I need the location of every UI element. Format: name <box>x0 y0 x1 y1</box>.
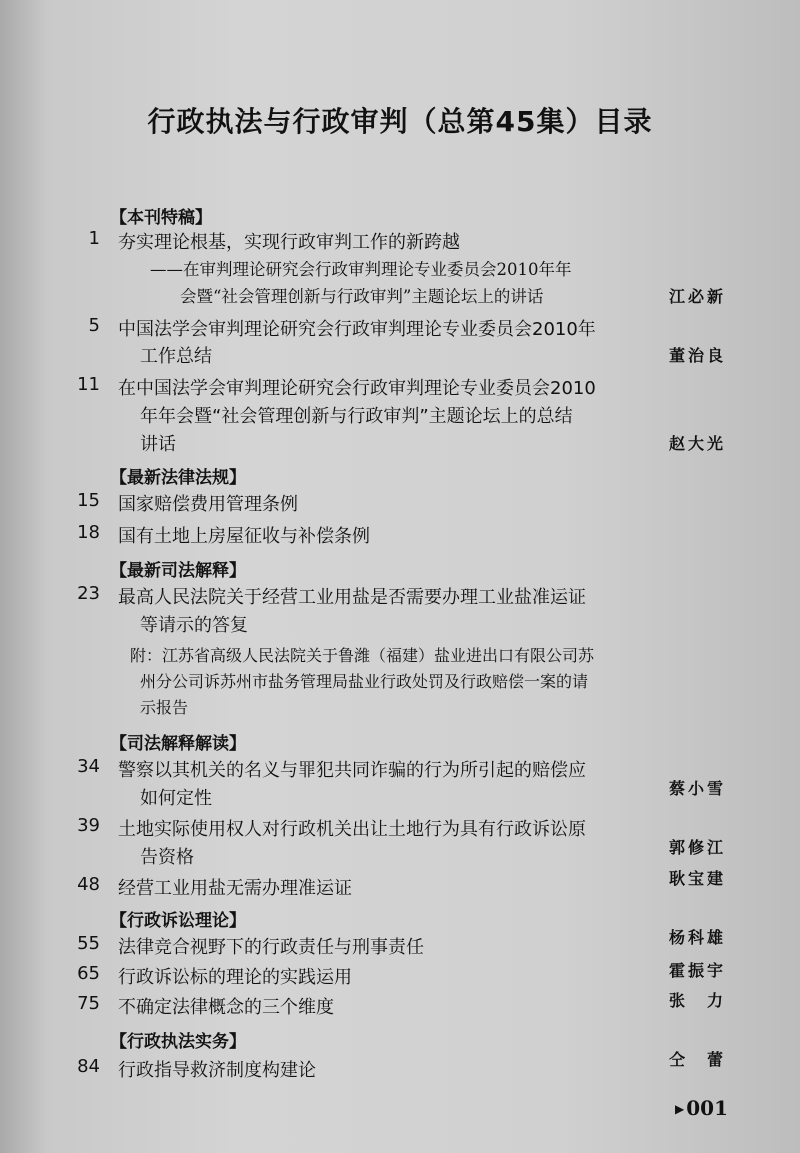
entry-appendix: 州分公司诉苏州市盐务管理局盐业行政处罚及行政赔偿一案的请 <box>140 672 589 691</box>
entry-page-number: 34 <box>77 756 100 777</box>
entry-page-number: 84 <box>77 1056 100 1077</box>
entry-author: 江必新 <box>668 287 726 306</box>
entry-page-number: 1 <box>88 228 100 249</box>
entry-author: 赵大光 <box>668 434 726 453</box>
entry-author: 仝 蕾 <box>668 1050 726 1069</box>
section-heading: 【行政执法实务】 <box>110 1032 246 1052</box>
section-heading: 【本刊特稿】 <box>110 208 212 228</box>
entry-subtitle: ——在审判理论研究会行政审判理论专业委员会2010年年 <box>150 260 572 279</box>
entry-title: 在中国法学会审判理论研究会行政审判理论专业委员会2010 <box>118 378 596 399</box>
entry-title: 如何定性 <box>140 788 212 809</box>
entry-author: 张 力 <box>668 991 726 1010</box>
entry-appendix: 附：江苏省高级人民法院关于鲁潍（福建）盐业进出口有限公司苏 <box>130 646 595 665</box>
entry-title: 土地实际使用权人对行政机关出让土地行为具有行政诉讼原 <box>118 819 586 840</box>
entry-page-number: 55 <box>77 933 100 954</box>
entry-title: 国家赔偿费用管理条例 <box>118 494 298 515</box>
entry-page-number: 65 <box>77 963 100 984</box>
entry-title: 法律竞合视野下的行政责任与刑事责任 <box>118 937 424 958</box>
entry-title: 经营工业用盐无需办理准运证 <box>118 878 352 899</box>
entry-author: 郭修江 <box>668 838 726 857</box>
entry-author: 耿宝建 <box>668 869 726 888</box>
section-heading: 【行政诉讼理论】 <box>110 911 246 931</box>
entry-title: 年年会暨“社会管理创新与行政审判”主题论坛上的总结 <box>140 406 573 427</box>
entry-title: 国有土地上房屋征收与补偿条例 <box>118 526 370 547</box>
entry-title: 最高人民法院关于经营工业用盐是否需要办理工业盐准运证 <box>118 587 586 608</box>
section-heading: 【司法解释解读】 <box>110 734 246 754</box>
entry-title: 告资格 <box>140 847 194 868</box>
entry-author: 董治良 <box>668 346 726 365</box>
triangle-marker-icon: ▶ <box>675 1102 685 1116</box>
entry-title: 讲话 <box>140 434 176 455</box>
entry-page-number: 48 <box>77 874 100 895</box>
entry-page-number: 5 <box>88 315 100 336</box>
entry-title: 等请示的答复 <box>140 615 248 636</box>
page-number <box>675 1096 728 1120</box>
entry-title: 行政指导救济制度构建论 <box>118 1060 316 1081</box>
entry-page-number: 11 <box>77 374 100 395</box>
entry-title: 夯实理论根基，实现行政审判工作的新跨越 <box>118 232 460 253</box>
page-number-value: 001 <box>686 1096 728 1120</box>
entry-title: 行政诉讼标的理论的实践运用 <box>118 967 352 988</box>
entry-author: 蔡小雪 <box>668 779 726 798</box>
entry-appendix: 示报告 <box>140 698 189 717</box>
entry-subtitle: 会暨“社会管理创新与行政审判”主题论坛上的讲话 <box>180 287 544 306</box>
entry-title: 警察以其机关的名义与罪犯共同诈骗的行为所引起的赔偿应 <box>118 760 586 781</box>
entry-page-number: 23 <box>77 583 100 604</box>
section-heading: 【最新法律法规】 <box>110 468 246 488</box>
entry-page-number: 15 <box>77 490 100 511</box>
page-title: 行政执法与行政审判（总第45集）目录 <box>147 105 653 138</box>
entry-page-number: 75 <box>77 993 100 1014</box>
section-heading: 【最新司法解释】 <box>110 561 246 581</box>
entry-author: 杨科雄 <box>668 928 726 947</box>
entry-title: 不确定法律概念的三个维度 <box>118 997 334 1018</box>
entry-title: 中国法学会审判理论研究会行政审判理论专业委员会2010年 <box>118 319 596 340</box>
entry-author: 霍振宇 <box>668 961 726 980</box>
entry-title: 工作总结 <box>140 346 212 367</box>
entry-page-number: 18 <box>77 522 100 543</box>
entry-page-number: 39 <box>77 815 100 836</box>
